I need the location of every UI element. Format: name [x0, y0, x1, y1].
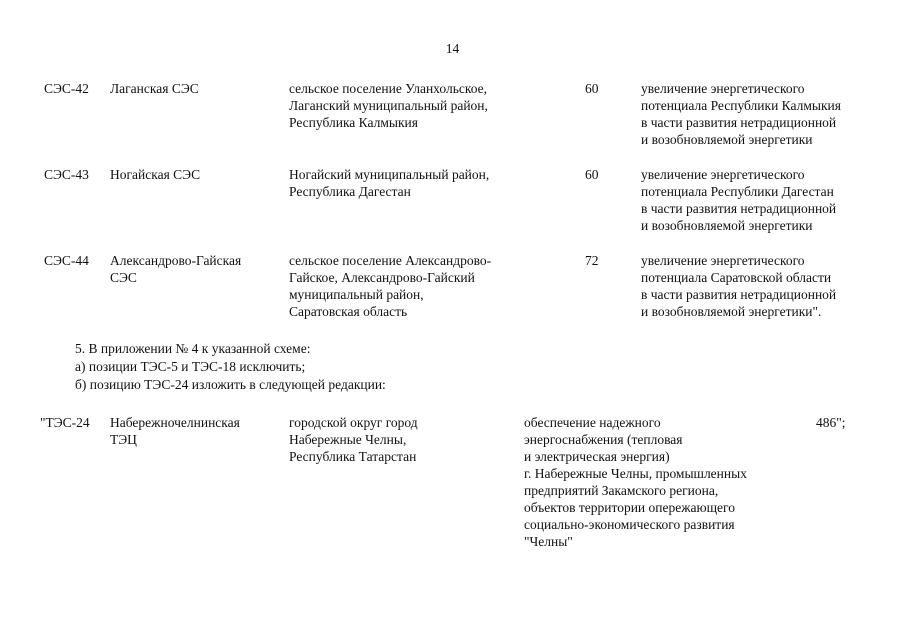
object-code: СЭС-43: [44, 167, 89, 182]
object-location: Ногайский муниципальный район, Республика Дагестан: [289, 167, 490, 199]
object-code: СЭС-44: [44, 253, 89, 268]
paragraph-item-a: а) позиции ТЭС-5 и ТЭС-18 исключить;: [75, 359, 306, 374]
object-location: городской округ город Набережные Челны, Республика Татарстан: [289, 415, 418, 464]
object-purpose: обеспечение надежного энергоснабжения (тепловая и электрическая энергия) г. Набережные Челны, промышленных предприятий Закамского региона, объектов территории опережающего социально-экономического развития "Челны": [524, 415, 747, 549]
object-name: Ногайская СЭС: [110, 167, 201, 182]
object-purpose: увеличение энергетического потенциала Республики Калмыкия в части развития нетрадиционной и возобновляемой энергетики: [641, 81, 841, 147]
paragraph-item-b: б) позицию ТЭС-24 изложить в следующей редакции:: [75, 377, 386, 392]
object-capacity: 60: [585, 81, 599, 96]
object-name: Лаганская СЭС: [110, 81, 199, 96]
object-purpose: увеличение энергетического потенциала Республики Дагестан в части развития нетрадиционной и возобновляемой энергетики: [641, 167, 837, 233]
paragraph-item-5: 5. В приложении № 4 к указанной схеме:: [75, 341, 311, 356]
object-location: сельское поселение Уланхольское, Лаганский муниципальный район, Республика Калмыкия: [289, 81, 488, 130]
object-capacity: 486";: [816, 415, 846, 430]
object-purpose: увеличение энергетического потенциала Саратовской области в части развития нетрадиционной и возобновляемой энергетики".: [641, 253, 837, 319]
object-code: СЭС-42: [44, 81, 89, 96]
object-location: сельское поселение Александрово- Гайское, Александрово-Гайский муниципальный район, Саратовская область: [289, 253, 492, 319]
object-capacity: 72: [585, 253, 599, 268]
object-capacity: 60: [585, 167, 599, 182]
page-number: 14: [445, 41, 460, 56]
object-code: "ТЭС-24: [40, 415, 90, 430]
object-name: Александрово-Гайская СЭС: [110, 253, 242, 285]
object-name: Набережночелнинская ТЭЦ: [110, 415, 240, 447]
